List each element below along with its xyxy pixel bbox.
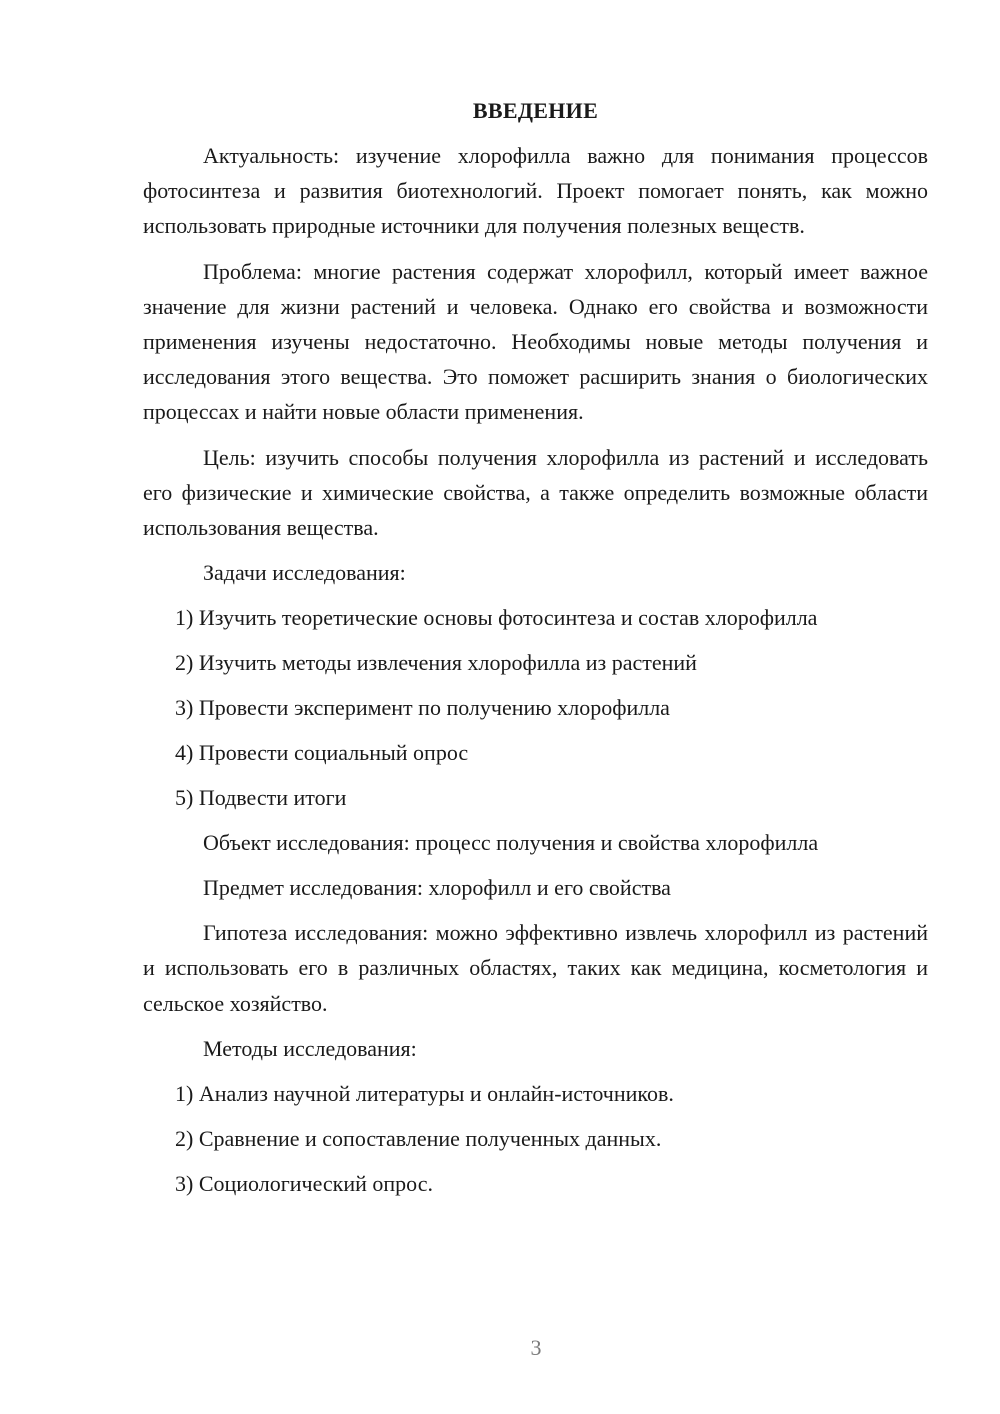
method-item: 1) Анализ научной литературы и онлайн-источников.	[175, 1080, 674, 1106]
hypothesis-paragraph: Гипотеза исследования: можно эффективно извлечь хлорофилл из растений и использовать его в различных областях, таких как медицина, косметология и сельское хозяйство.	[143, 920, 928, 1016]
task-item: 4) Провести социальный опрос	[175, 740, 469, 766]
task-item: 2) Изучить методы извлечения хлорофилла из растений	[175, 650, 697, 676]
page-number: 3	[530, 1335, 542, 1360]
method-item: 3) Социологический опрос.	[175, 1170, 433, 1196]
method-item: 2) Сравнение и сопоставление полученных данных.	[175, 1125, 662, 1151]
task-item: 5) Подвести итоги	[175, 785, 347, 811]
goal-paragraph: Цель: изучить способы получения хлорофилла из растений и исследовать его физические и химические свойства, а также определить возможные области использования вещества.	[143, 444, 928, 541]
tasks-heading: Задачи исследования:	[203, 560, 406, 586]
task-item: 3) Провести эксперимент по получению хлорофилла	[175, 695, 670, 721]
document-page	[143, 96, 928, 1211]
object-line: Объект исследования: процесс получения и свойства хлорофилла	[203, 830, 819, 856]
methods-heading: Методы исследования:	[203, 1035, 417, 1061]
subject-line: Предмет исследования: хлорофилл и его свойства	[203, 875, 671, 901]
section-title: ВВЕДЕНИЕ	[472, 98, 599, 123]
problem-paragraph: Проблема: многие растения содержат хлорофилл, который имеет важное значение для жизни растений и человека. Однако его свойства и возможности применения изучены недостаточно. Необходимы новые методы получения и исследования этого вещества. Это поможет расширить знания о биологических процессах и найти новые области применения.	[143, 258, 928, 425]
task-item: 1) Изучить теоретические основы фотосинтеза и состав хлорофилла	[175, 605, 818, 631]
relevance-paragraph: Актуальность: изучение хлорофилла важно для понимания процессов фотосинтеза и развития биотехнологий. Проект помогает понять, как можно использовать природные источники для получения полезных веществ.	[143, 143, 928, 239]
